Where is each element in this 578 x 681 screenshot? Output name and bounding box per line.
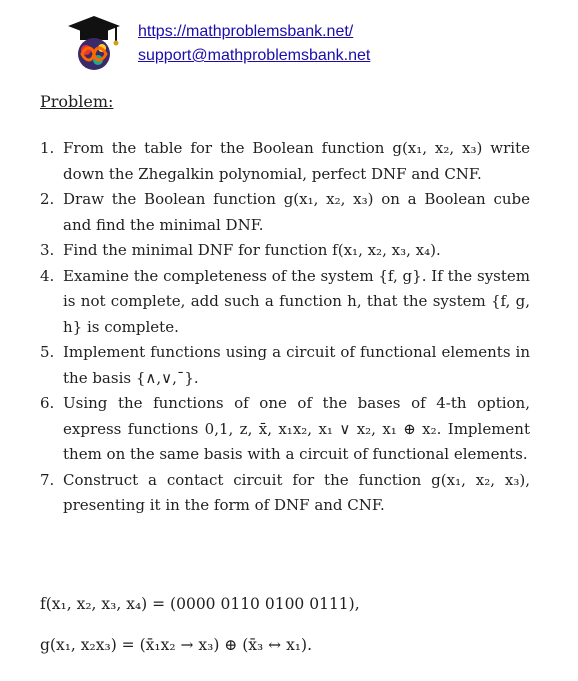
list-item: [40, 136, 530, 187]
item-text: Examine the completeness of the system {f, g}. If the system is not complete, add such a function h, that the system {f, g, h} is complete.: [63, 266, 530, 336]
problem-list: [40, 136, 530, 519]
list-item: [40, 391, 530, 468]
list-item: [40, 187, 530, 238]
list-item: [40, 340, 530, 391]
formula-g: g(x₁, x₂x₃) = (x̄₁x₂ → x₃) ⊕ (x̄₃ ↔ x₁).: [40, 636, 312, 654]
item-number: 2.: [40, 190, 55, 208]
formula-f: f(x₁, x₂, x₃, x₄) = (0000 0110 0100 0111),: [40, 595, 360, 613]
list-item: [40, 468, 530, 519]
website-link[interactable]: https://mathproblemsbank.net/: [138, 23, 354, 40]
item-text: Draw the Boolean function g(x₁, x₂, x₃) on a Boolean cube and find the minimal DNF.: [63, 190, 530, 234]
list-item: [40, 264, 530, 341]
item-number: 3.: [40, 241, 55, 259]
item-number: 5.: [40, 343, 55, 361]
item-text: Construct a contact circuit for the function g(x₁, x₂, x₃), presenting it in the form of DNF and CNF.: [63, 470, 530, 514]
item-number: 6.: [40, 394, 55, 412]
item-number: 4.: [40, 266, 55, 285]
graduation-cap-infinity-logo: [62, 12, 126, 72]
item-text: Find the minimal DNF for function f(x₁, x₂, x₃, x₄).: [63, 241, 441, 259]
item-text: Using the functions of one of the bases of 4-th option, express functions 0,1, z, x̄, x₁x₂, x₁ ∨ x₂, x₁ ⊕ x₂. Implement them on the same basis with a circuit of functional elements.: [63, 394, 530, 463]
list-item: [40, 238, 530, 264]
item-number: 1.: [40, 139, 55, 157]
item-text: Implement functions using a circuit of functional elements in the basis {∧,∨,¯}.: [63, 343, 530, 387]
item-number: 7.: [40, 470, 55, 489]
problem-heading: Problem:: [40, 92, 114, 111]
support-email-link[interactable]: support@mathproblemsbank.net: [138, 47, 371, 64]
item-text: From the table for the Boolean function g(x₁, x₂, x₃) write down the Zhegalkin polynomial, perfect DNF and CNF.: [63, 139, 530, 183]
